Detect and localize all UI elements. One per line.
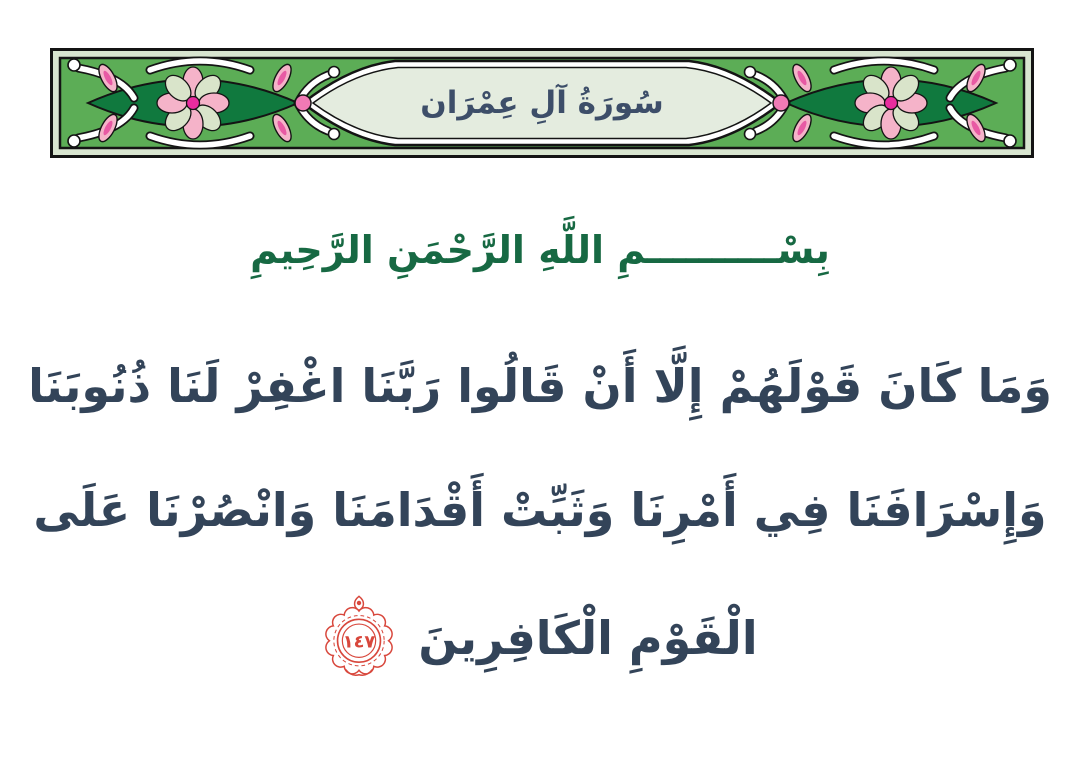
surah-header-band xyxy=(50,48,1034,158)
basmala-text: بِسْــــــــــمِ اللَّهِ الرَّحْمَنِ الرَّحِيمِ xyxy=(250,228,830,272)
ornament-band-graphic xyxy=(50,48,1034,158)
verse-number-medallion xyxy=(322,594,396,683)
verse-line-3-row xyxy=(0,582,1080,694)
verse-line-3-text: الْقَوْمِ الْكَافِرِينَ xyxy=(418,611,758,665)
surah-title: سُورَةُ آلِ عِمْرَان xyxy=(420,85,664,121)
verse-number: ١٤٧ xyxy=(343,631,376,652)
verse-line-2: وَإِسْرَافَنَا فِي أَمْرِنَا وَثَبِّتْ أَقْدَامَنَا وَانْصُرْنَا عَلَى xyxy=(33,483,1047,537)
verse-line-1: وَمَا كَانَ قَوْلَهُمْ إِلَّا أَنْ قَالُوا رَبَّنَا اغْفِرْ لَنَا ذُنُوبَنَا xyxy=(28,359,1052,413)
